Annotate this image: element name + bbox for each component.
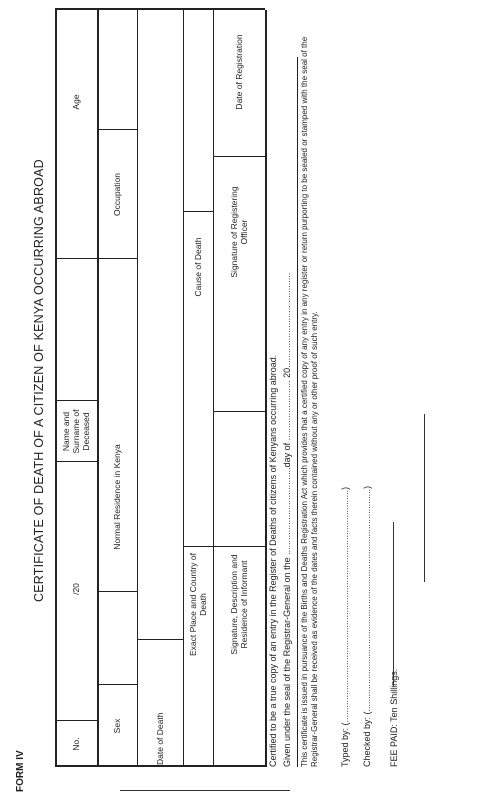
place-of-death-label: Exact Place and Country of Death — [188, 553, 208, 657]
year-label: /20 — [71, 583, 81, 595]
row5-divider-c — [213, 156, 265, 157]
date-of-death-label: Date of Death — [155, 712, 165, 765]
checked-by-line: Checked by: (.........................................................................................) — [362, 485, 372, 767]
row-divider-1 — [97, 10, 99, 767]
fee-paid: FEE PAID: Ten Shillings. — [389, 668, 399, 767]
certificate-title: CERTIFICATE OF DEATH OF A CITIZEN OF KENYA OCCURRING ABROAD — [32, 159, 46, 602]
notice-divider — [297, 57, 298, 767]
table-right-border — [55, 8, 265, 10]
signature-rule-upper — [424, 414, 425, 582]
typed-by-line: Typed by: (.............................................................................................) — [340, 486, 350, 767]
residence-label: Normal Residence in Kenya — [112, 444, 122, 550]
form-label: FORM IV — [15, 750, 26, 792]
cause-of-death-label: Cause of Death — [193, 237, 203, 297]
page-bottom-rule — [120, 790, 290, 791]
informant-label: Signature, Description and Residence of Informant — [229, 554, 249, 655]
registration-date-label: Date of Registration — [234, 34, 244, 110]
given-under-seal: Given under the seal of the Registrar-General on the ...................................day of ........................ 20...................................... — [282, 272, 292, 767]
no-label: No. — [71, 737, 81, 751]
table-bottom-border — [265, 10, 267, 767]
sex-label: Sex — [112, 718, 122, 734]
age-label: Age — [71, 94, 81, 110]
name-label: Name and Surname of Deceased — [61, 409, 91, 454]
row5-divider-b — [213, 411, 265, 412]
occupation-label: Occupation — [112, 173, 122, 216]
legal-notice: This certificate is issued in pursuance of the Births and Deaths Registration Act which provides that a certified copy of any entry in any register or return purporting to be sealed or stamped with the seal of the Registrar-General shall be received as evidence of the dates and facts therein contained without any or other proof of such entry. — [300, 36, 319, 767]
row1-divider-d — [55, 258, 97, 259]
officer-label: Signature of Registering Officer — [229, 186, 249, 278]
signature-rule-lower — [393, 522, 394, 687]
certified-statement: Certified to be a true copy of an entry in the Register of Deaths of citizens of Kenyans occurring abroad. — [268, 354, 278, 767]
